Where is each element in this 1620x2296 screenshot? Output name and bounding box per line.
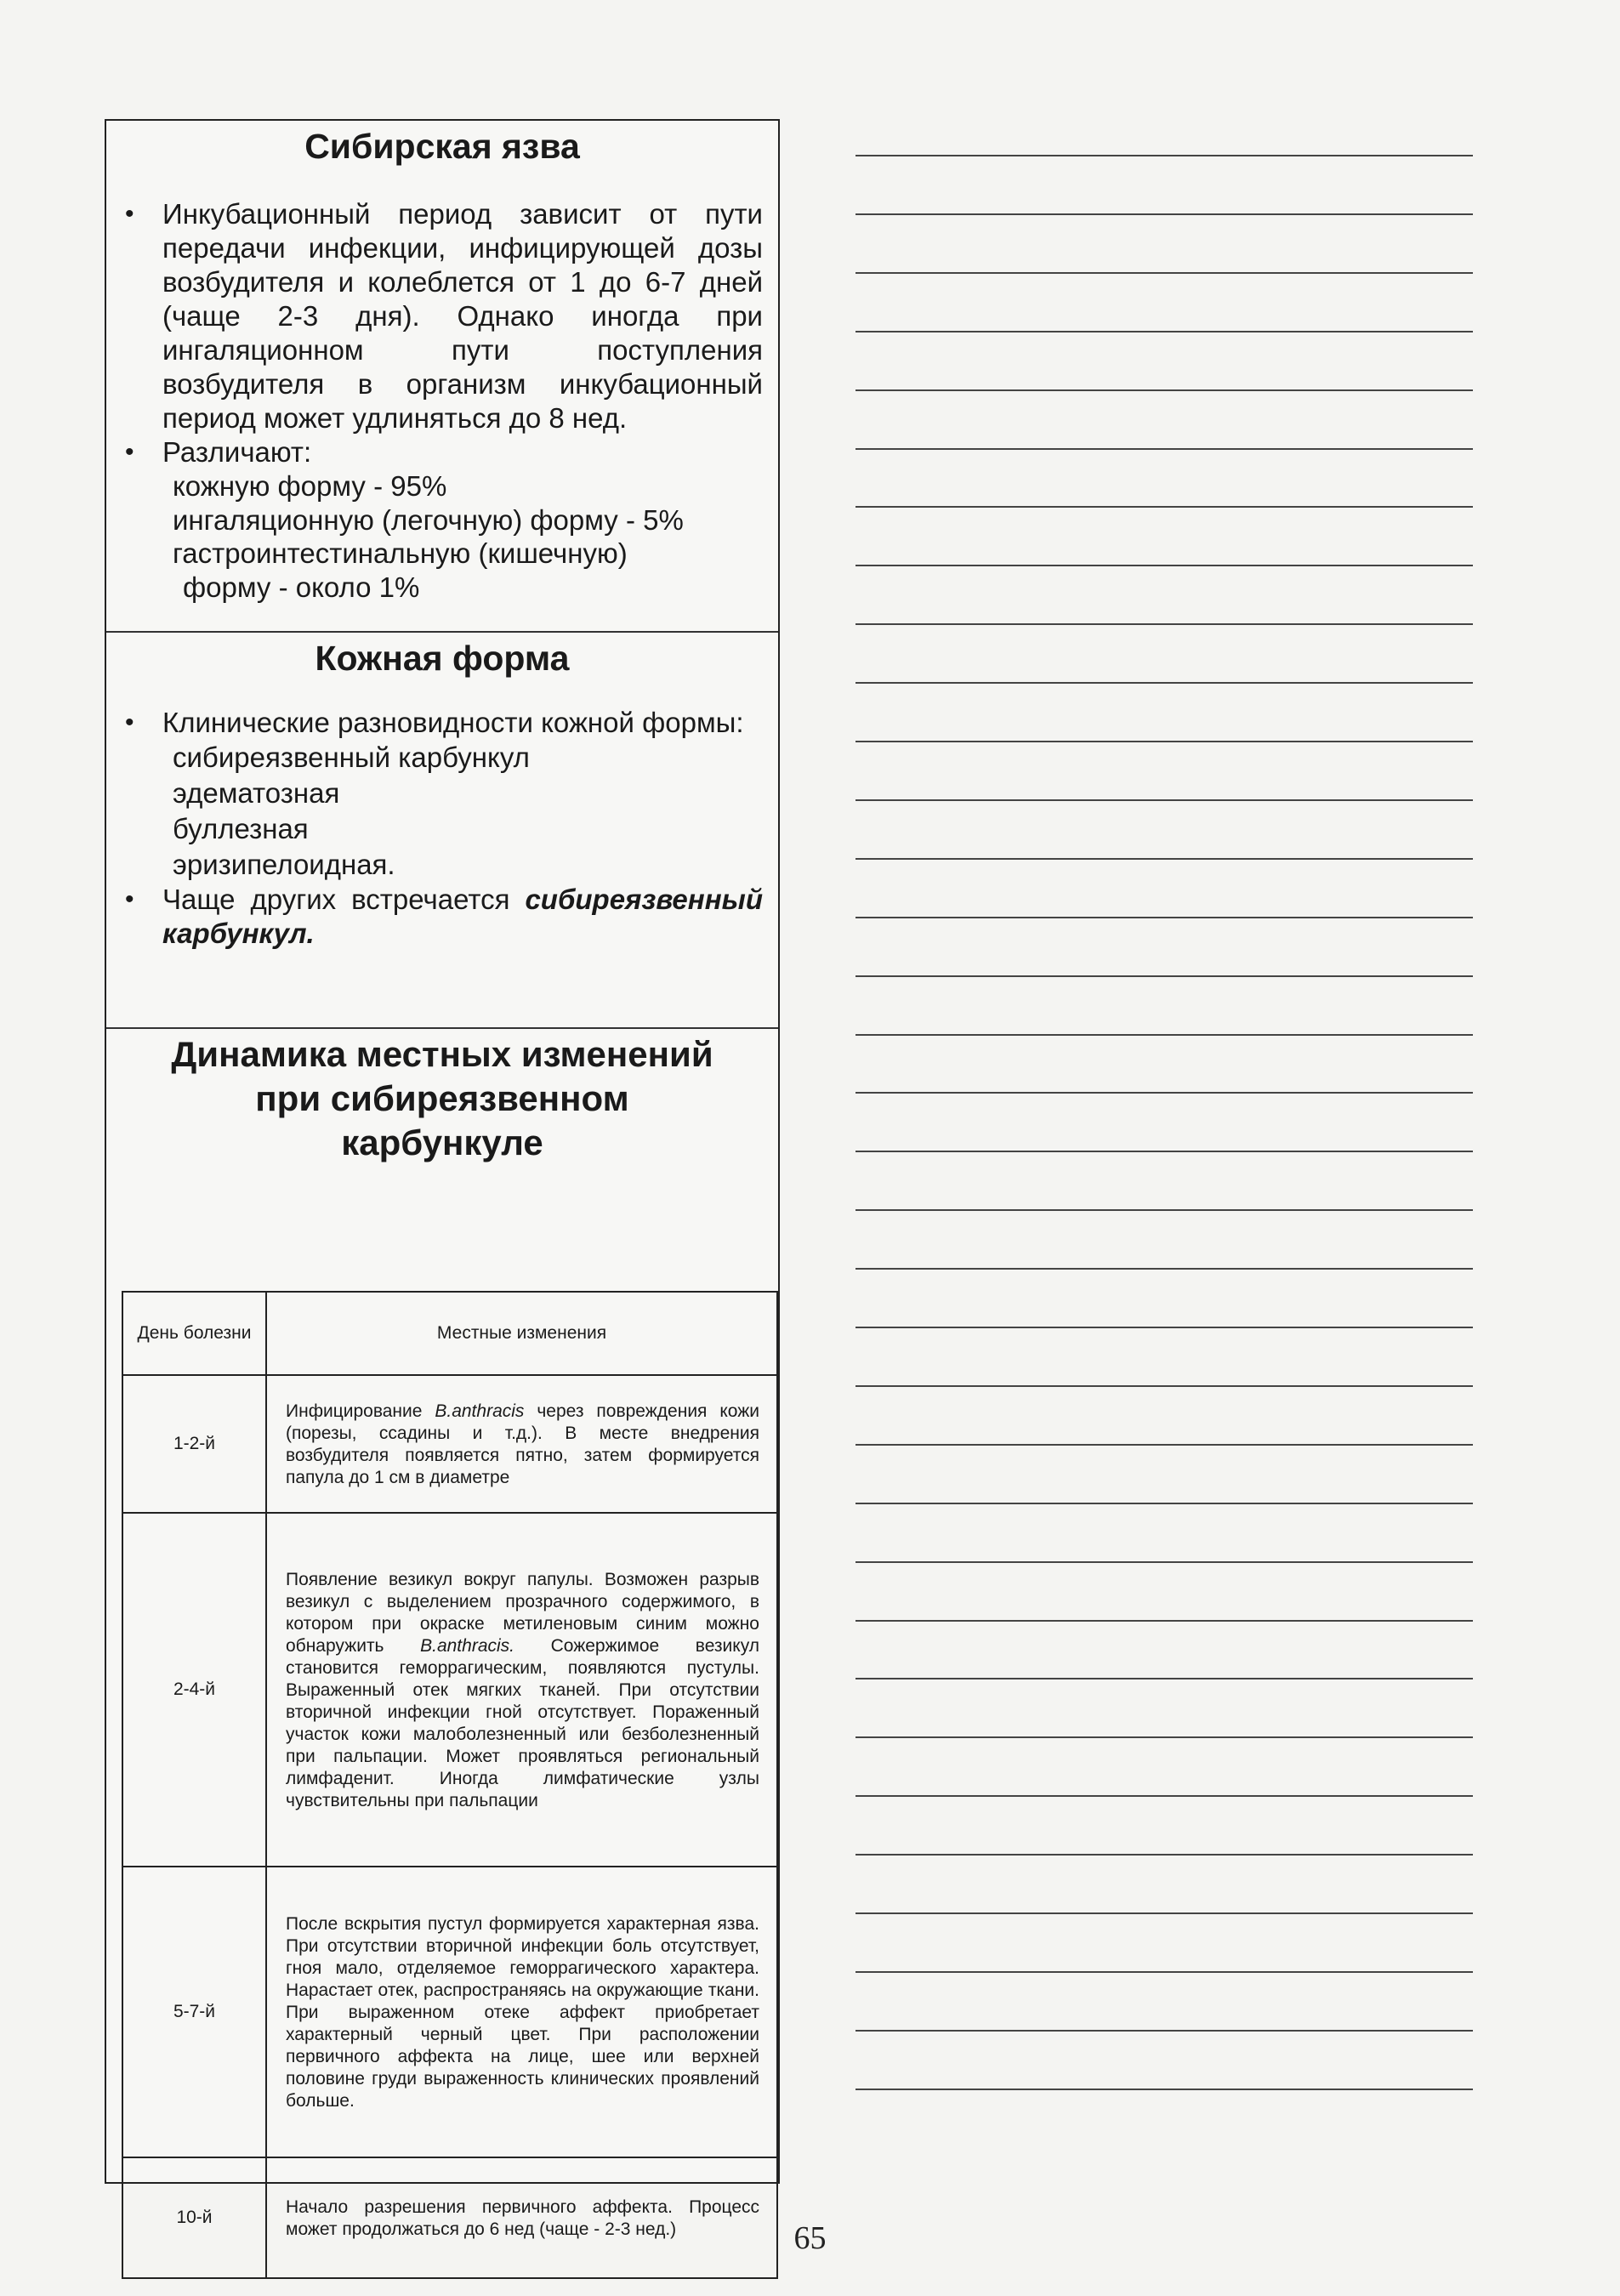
- note-line: [855, 1971, 1473, 1973]
- changes-cell: [266, 2157, 777, 2278]
- note-line: [855, 331, 1473, 332]
- note-line: [855, 1620, 1473, 1622]
- note-line: [855, 389, 1473, 391]
- section-title-cutaneous: Кожная форма: [315, 639, 570, 678]
- bullet-incubation: • Инкубационный период зависит от пути передачи инфекции, инфицирующей дозы возбудителя и колеблется от 1 до 6-7 дней (чаще 2-3 дня). Однако иногда при ингаляционном пути поступления возбудителя в организм инкубационный период может удлиняться до 8 нед.: [106, 197, 778, 435]
- note-line: [855, 272, 1473, 274]
- note-line: [855, 155, 1473, 156]
- variety-item: эризипелоидная.: [173, 849, 395, 880]
- changes-text: После вскрытия пустул формируется характерная язва. При отсутствии вторичной инфекции боль отсутствует, гноя мало, отделяемое геморрагического характера. Нарастает отек, распространяясь на окружающие ткани. При выраженном отеке аффект приобретает характерный черный цвет. При расположении первичного аффекта на лице, шее или верхней половине груди выраженность клинических проявлений больше.: [286, 1914, 759, 2111]
- form-item: гастроинтестинальную (кишечную): [173, 537, 628, 569]
- title-line: при сибиреязвенном: [255, 1078, 629, 1118]
- changes-text: Сожержимое везикул становится геморрагическим, появляются пустулы. Выраженный отек мягких тканей. При отсутствии вторичной инфекции гной отсутствует. Пораженный участок кожи малоболезненный или безболезненный при пальпации. Может проявляться региональный лимфаденит. Иногда лимфатические узлы чувствительны при пальпации: [286, 1636, 759, 1810]
- header-changes: Местные изменения: [266, 1292, 777, 1375]
- note-line: [855, 1092, 1473, 1094]
- note-line: [855, 1678, 1473, 1679]
- note-line: [855, 213, 1473, 215]
- dynamics-table: [122, 1291, 778, 2279]
- note-line: [855, 1034, 1473, 1036]
- changes-text: через повреждения кожи (порезы, ссадины и т.д.). В месте внедрения возбудителя появляется пятно, затем формируется папула до 1 см в диаметре: [286, 1401, 759, 1487]
- changes-italic: B.anthracis: [435, 1401, 525, 1421]
- note-line: [855, 1561, 1473, 1563]
- note-line: [855, 1151, 1473, 1152]
- most-common-emph: сибиреязвенный карбункул.: [162, 884, 763, 949]
- changes-text: Появление везикул вокруг папулы. Возможен разрыв везикул с выделением прозрачного содержимого, в котором при окраске метиленовым синим можно обнаружить: [286, 1570, 759, 1656]
- bullet-most-common: [106, 883, 778, 951]
- section-dynamics: [106, 1029, 778, 2239]
- table-row: [122, 1867, 777, 2157]
- day-cell: 1-2-й: [122, 1375, 266, 1513]
- section-cutaneous: [106, 633, 778, 1029]
- variety-item: сибиреязвенный карбункул: [173, 742, 530, 773]
- section-title-dynamics: [106, 1029, 778, 1165]
- table-row: [122, 2157, 777, 2278]
- bullet-varieties: • Клинические разновидности кожной формы:: [106, 706, 778, 740]
- note-line: [855, 682, 1473, 684]
- day-cell: 5-7-й: [122, 1867, 266, 2157]
- day-cell: 10-й: [122, 2157, 266, 2278]
- section-title-anthrax: Сибирская язва: [304, 127, 580, 166]
- note-line: [855, 1444, 1473, 1446]
- most-common-prefix: Чаще других встречается: [162, 884, 526, 915]
- note-line: [855, 1912, 1473, 1914]
- form-item: кожную форму - 95%: [173, 470, 447, 502]
- changes-cell: [266, 1375, 777, 1513]
- anthrax-bullets: [106, 197, 778, 469]
- variety-item: эдематозная: [173, 777, 340, 809]
- title-line: карбункуле: [341, 1122, 543, 1162]
- section-anthrax: [106, 121, 778, 633]
- note-line: [855, 858, 1473, 860]
- note-line: [855, 975, 1473, 977]
- variety-item: буллезная: [173, 813, 309, 844]
- note-line: [855, 623, 1473, 625]
- note-line: [855, 1503, 1473, 1504]
- note-line: [855, 1736, 1473, 1738]
- changes-text: Начало разрешения первичного аффекта. Процесс может продолжаться до 6 нед (чаще - 2-3 нед.): [286, 2197, 759, 2239]
- day-cell: 2-4-й: [122, 1513, 266, 1867]
- note-line: [855, 741, 1473, 742]
- cutaneous-bullets-2: [106, 883, 778, 951]
- notes-lines: [855, 0, 1473, 2211]
- form-item: форму - около 1%: [183, 571, 420, 603]
- note-line: [855, 1795, 1473, 1797]
- cutaneous-bullets: [106, 706, 778, 740]
- note-line: [855, 448, 1473, 450]
- changes-cell: [266, 1513, 777, 1867]
- note-line: [855, 799, 1473, 801]
- form-item: ингаляционную (легочную) форму - 5%: [173, 503, 684, 536]
- title-line: Динамика местных изменений: [171, 1034, 713, 1074]
- bullet-distinguish: • Различают:: [106, 435, 778, 469]
- changes-text: Инфицирование: [286, 1401, 435, 1421]
- note-line: [855, 917, 1473, 918]
- note-line: [855, 1268, 1473, 1270]
- page-number: 65: [793, 2220, 827, 2256]
- table-row: [122, 1513, 777, 1867]
- note-line: [855, 506, 1473, 508]
- content-box: [105, 119, 780, 2239]
- note-line: [855, 1385, 1473, 1387]
- note-line: [855, 565, 1473, 566]
- changes-cell: [266, 1867, 777, 2157]
- note-line: [855, 2089, 1473, 2090]
- header-day: День болезни: [122, 1292, 266, 1375]
- table-header-row: [122, 1292, 777, 1375]
- note-line: [855, 1327, 1473, 1328]
- note-line: [855, 1854, 1473, 1856]
- changes-italic: B.anthracis.: [420, 1636, 514, 1656]
- note-line: [855, 1209, 1473, 1211]
- table-row: [122, 1375, 777, 1513]
- note-line: [855, 2030, 1473, 2032]
